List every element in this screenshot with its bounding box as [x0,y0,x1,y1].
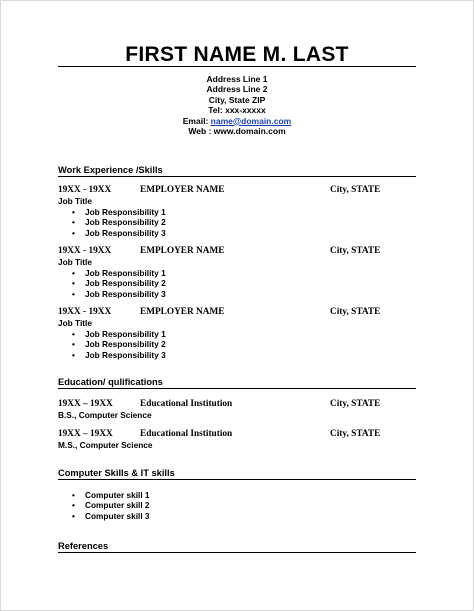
job-header-1 [58,185,416,196]
bullet-icon: • [72,500,75,511]
job-entry-2 [58,246,416,299]
job-entry-1 [58,185,416,238]
employer-name: EMPLOYER NAME [140,185,225,195]
education-entry-2 [58,429,416,451]
email-label: Email: [182,115,209,126]
bullet-icon: • [72,217,75,228]
bullet-icon: • [72,227,75,238]
list-item: • Computer skill 3 [72,510,150,521]
list-item: • Job Responsibility 1 [72,329,166,339]
education-location: City, STATE [330,429,381,439]
bullet-icon: • [72,349,75,360]
bullet-icon: • [72,510,75,521]
list-item: • Job Responsibility 2 [72,278,166,289]
education-header-1 [58,399,416,410]
institution-name: Educational Institution [140,429,233,439]
education-header-2 [58,429,416,440]
education-dates: 19XX – 19XX [58,399,113,409]
skills-list [58,490,416,521]
work-experience-heading: Work Experience /Skills [58,165,163,175]
education-divider [58,388,416,389]
resume-name: FIRST NAME M. LAST [125,43,349,66]
list-item: • Job Responsibility 3 [72,349,166,360]
bullet-icon: • [72,329,75,339]
list-item: • Computer skill 1 [72,490,150,500]
education-entry-1 [58,399,416,421]
job-dates: 19XX - 19XX [58,185,112,195]
employer-name: EMPLOYER NAME [140,246,225,256]
job-dates: 19XX - 19XX [58,246,112,256]
list-item: • Computer skill 2 [72,500,150,511]
job-title: Job Title [58,257,92,267]
job-title: Job Title [58,196,92,206]
institution-name: Educational Institution [140,399,233,409]
telephone: Tel: xxx-xxxxx [208,105,266,116]
bullet-icon: • [72,288,75,299]
bullet-icon: • [72,490,75,500]
email-link[interactable]: name@domain.com [210,115,292,126]
degree: M.S., Computer Science [58,440,153,450]
website: Web : www.domain.com [188,126,286,137]
responsibility-list [58,207,416,238]
address-line-1: Address Line 1 [206,74,268,84]
email-row [58,116,416,126]
list-item: • Job Responsibility 3 [72,227,166,238]
contact-block [58,74,416,136]
list-item: • Job Responsibility 1 [72,268,166,278]
education-location: City, STATE [330,399,381,409]
responsibility-list [58,268,416,299]
job-location: City, STATE [330,307,381,317]
work-experience-divider [58,176,416,177]
responsibility-list [58,329,416,360]
address-line-2: Address Line 2 [206,84,268,95]
list-item: • Job Responsibility 2 [72,339,166,350]
job-title: Job Title [58,318,92,328]
bullet-icon: • [72,339,75,350]
education-dates: 19XX – 19XX [58,429,113,439]
name-divider [58,66,416,67]
job-header-2 [58,246,416,257]
references-divider [58,552,416,553]
computer-skills-divider [58,479,416,480]
list-item: • Job Responsibility 1 [72,207,166,217]
job-header-3 [58,307,416,318]
job-location: City, STATE [330,246,381,256]
employer-name: EMPLOYER NAME [140,307,225,317]
job-location: City, STATE [330,185,381,195]
degree: B.S., Computer Science [58,410,152,420]
computer-skills-heading: Computer Skills & IT skills [58,468,175,478]
job-dates: 19XX - 19XX [58,307,112,317]
list-item: • Job Responsibility 2 [72,217,166,228]
skills-block [58,490,416,521]
city-state-zip: City, State ZIP [208,94,266,105]
bullet-icon: • [72,278,75,289]
job-entry-3 [58,307,416,360]
education-heading: Education/ qulifications [58,377,163,387]
bullet-icon: • [72,207,75,217]
references-heading: References [58,541,109,551]
list-item: • Job Responsibility 3 [72,288,166,299]
bullet-icon: • [72,268,75,278]
